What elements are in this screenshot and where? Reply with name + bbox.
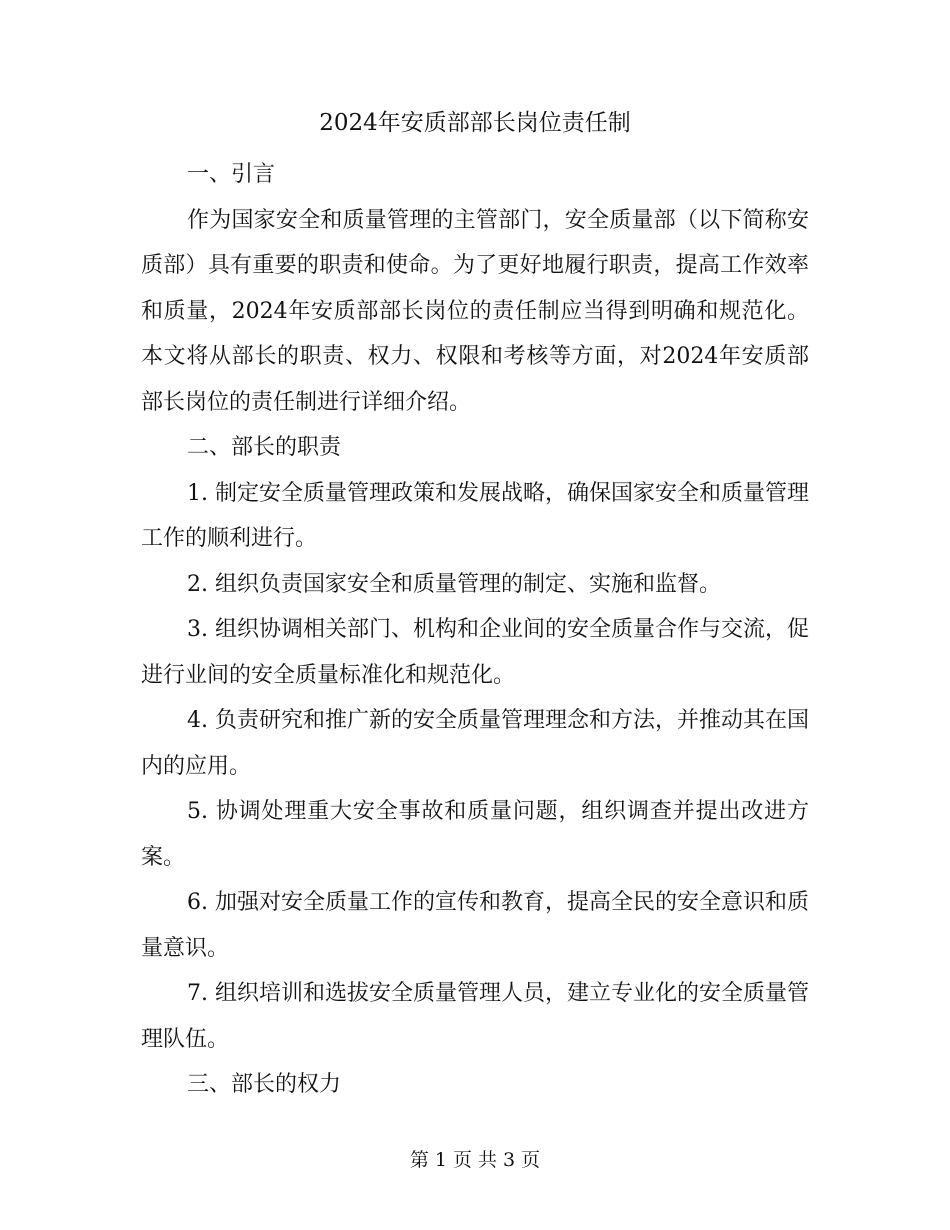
- document-body: [141, 152, 809, 1108]
- duty-item-2: 2. 组织负责国家安全和质量管理的制定、实施和监督。: [187, 571, 721, 597]
- heading-powers: 三、部长的权力: [187, 1072, 342, 1097]
- duty-item-4: 4. 负责研究和推广新的安全质量管理理念和方法，并推动其在国内的应用。: [141, 708, 809, 779]
- heading-duties: 二、部长的职责: [187, 435, 342, 460]
- duty-item-5: 5. 协调处理重大安全事故和质量问题，组织调查并提出改进方案。: [141, 799, 809, 870]
- duty-item-6: 6. 加强对安全质量工作的宣传和教育，提高全民的安全意识和质量意识。: [141, 890, 809, 961]
- duty-item-3: 3. 组织协调相关部门、机构和企业间的安全质量合作与交流，促进行业间的安全质量标准化和规范化。: [141, 617, 809, 688]
- duty-item-7: 7. 组织培训和选拔安全质量管理人员，建立专业化的安全质量管理队伍。: [141, 981, 809, 1052]
- document-title: 2024年安质部部长岗位责任制: [319, 110, 631, 136]
- intro-paragraph: 作为国家安全和质量管理的主管部门，安全质量部（以下简称安质部）具有重要的职责和使命。为了更好地履行职责，提高工作效率和质量，2024年安质部部长岗位的责任制应当得到明确和规范化。本文将从部长的职责、权力、权限和考核等方面，对2024年安质部部长岗位的责任制进行详细介绍。: [141, 207, 809, 415]
- heading-introduction: 一、引言: [187, 162, 276, 187]
- duty-item-1: 1. 制定安全质量管理政策和发展战略，确保国家安全和质量管理工作的顺利进行。: [141, 480, 809, 551]
- page-footer: 第 1 页 共 3 页: [409, 1149, 541, 1171]
